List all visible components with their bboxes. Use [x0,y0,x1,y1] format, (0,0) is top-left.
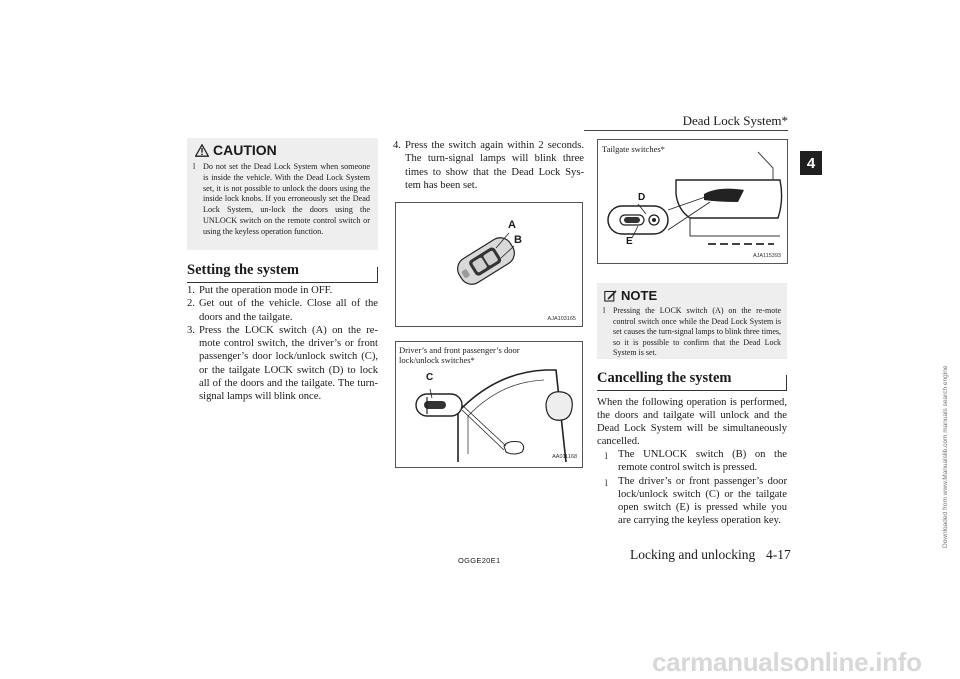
figure-code: AJA103165 [547,316,576,322]
bullet-marker: l [193,162,196,171]
side-download-note: Downloaded from www.Manualslib.com manuals search engine [942,365,949,548]
bullet-marker: l [605,477,608,488]
step-number: 4. [393,140,401,151]
cancelling-bullet-text: The UNLOCK switch (B) on the remote control switch is pressed. [618,449,787,474]
setting-steps-column1 [187,284,378,404]
caution-title: CAUTION [213,142,277,158]
note-header [597,283,787,303]
callout-c: C [426,372,434,383]
cancelling-bullet-text: The driver’s or front passenger’s door lock/unlock switch (C) or the tailgate open switch (E) is pressed while you are carrying the keyless operation key. [618,475,787,526]
caution-item [187,158,378,238]
tailgate-switch-figure [597,139,788,264]
watermark: carmanualsonline.info [652,647,922,677]
setting-heading: Setting the system [187,262,378,283]
door-switch-illustration [396,342,582,467]
door-switch-figure [395,341,583,468]
note-pencil-icon [604,290,617,302]
header-rule [584,130,788,131]
callout-e: E [626,236,633,247]
step-text: Press the LOCK switch (A) on the re-mote control switch, the driver’s or front passenger’s door lock/unlock switch (C), or the tailgate LOCK switch (D) to lock all of the doors and the tailgate. The turn-signal lamps will blink once. [199,324,378,403]
caution-text: Do not set the Dead Lock System when someone is inside the vehicle. With the Dead Lock System set, it is not possible to unlock the doors using the inside lock knobs. If you erroneously set the Dead Lock System, un-lock the doors using the UNLOCK switch on the remote control switch or using the keyless operation function. [203,162,370,236]
caution-header [187,138,378,158]
step-item [393,139,584,192]
warning-triangle-icon [195,144,209,157]
note-item [597,303,787,359]
step-text: Press the switch again within 2 seconds. The turn-signal lamps will blink three times to show that the Dead Lock Sys-tem has been set. [405,140,584,191]
step-text: Get out of the vehicle. Close all of the doors and the tailgate. [199,298,378,323]
cancelling-body [597,396,787,527]
callout-a: A [508,219,516,231]
step-number: 1. [187,285,195,296]
cancelling-intro: When the following operation is performed, the doors and tailgate will unlock and the Dead Lock System will be simultaneously cancelled. [597,397,787,448]
chapter-tab: 4 [800,151,822,175]
step-item [187,297,378,324]
cancelling-heading: Cancelling the system [597,370,787,391]
remote-key-illustration [396,203,582,326]
page-number: 4-17 [766,547,791,562]
step-item [187,324,378,404]
setting-steps-column2 [393,139,584,192]
figure-caption: Driver’s and front passenger’s door lock/unlock switches* [399,345,520,365]
figure-code: AA011168 [552,454,577,460]
note-box [597,283,787,359]
cancelling-bullet [605,448,787,474]
bullet-marker: l [603,306,606,315]
callout-b: B [514,234,522,246]
note-title: NOTE [621,288,658,303]
remote-key-figure [395,202,583,327]
caution-box [187,138,378,250]
step-number: 3. [187,324,195,336]
step-number: 2. [187,298,195,310]
figure-caption: Tailgate switches* [602,144,665,154]
running-header-title: Dead Lock System* [682,113,788,128]
note-text: Pressing the LOCK switch (A) on the re-mote control switch once while the Dead Lock System is set causes the turn-signal lamps to blink three times, so it is possible to confirm that the Dead Lock System is set. [613,306,781,357]
footer-code: OGGE20E1 [458,556,501,565]
footer-section-title: Locking and unlocking [630,547,756,562]
bullet-marker: l [605,451,608,462]
callout-d: D [638,192,646,203]
cancelling-bullet [605,475,787,527]
figure-code: AJA115393 [752,253,781,259]
step-item [187,284,378,297]
step-text: Put the operation mode in OFF. [199,285,333,296]
